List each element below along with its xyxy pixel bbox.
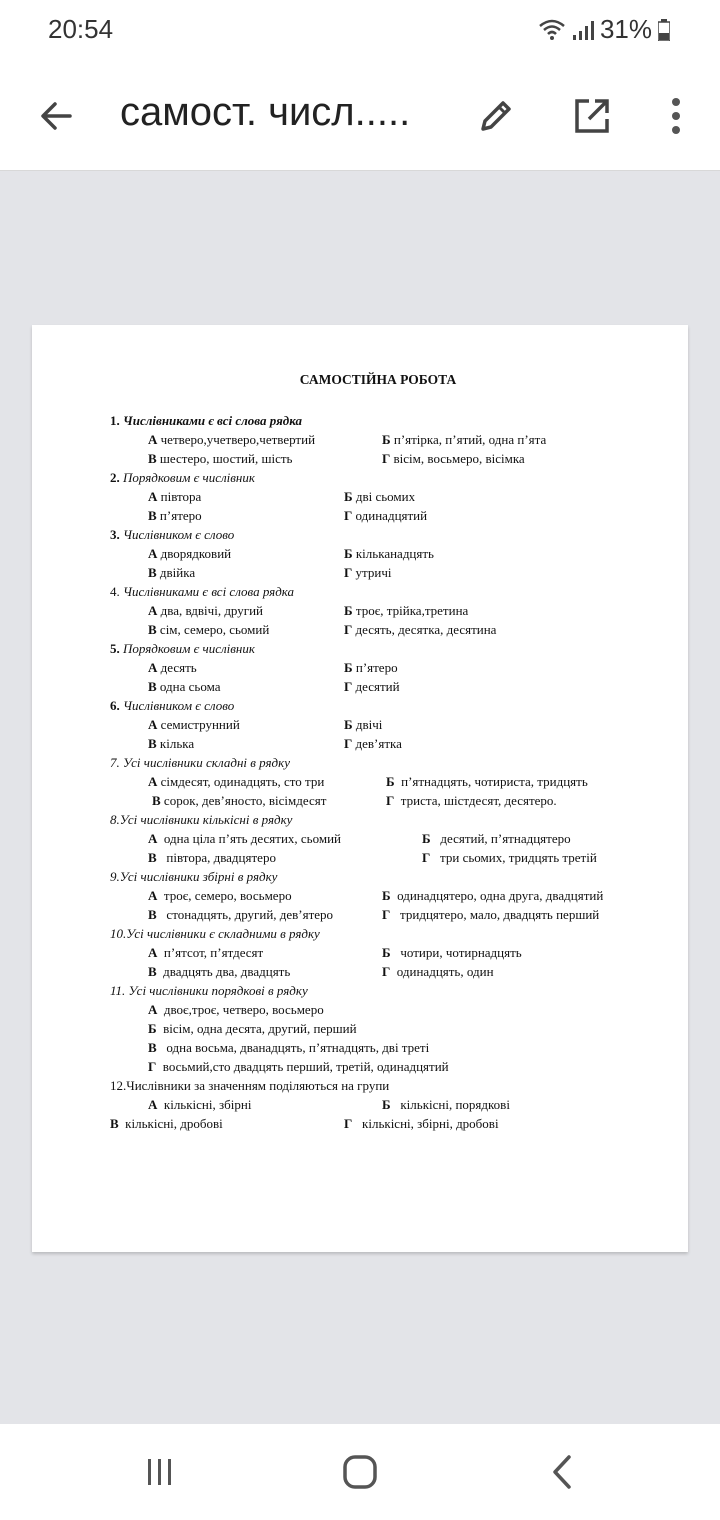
option-b: Б кількісні, порядкові	[382, 1097, 510, 1112]
option-g: Г вісім, восьмеро, вісімка	[382, 451, 525, 466]
option-a: А два, вдвічі, другий	[148, 603, 264, 618]
question-text: 12.Числівники за значенням поділяються на групи	[110, 1078, 390, 1093]
option-row	[110, 1038, 670, 1057]
option-v: В сім, семеро, сьомий	[148, 622, 270, 637]
option-row	[110, 734, 670, 753]
option-a: А сімдесят, одинадцять, сто три	[148, 774, 325, 789]
option-row	[110, 658, 670, 677]
question-number: 3.	[110, 527, 120, 542]
question-number: 5.	[110, 641, 120, 656]
question-text: 7. Усі числівники складні в рядку	[110, 755, 290, 770]
option-v: В кілька	[148, 736, 195, 751]
option-g: Г десятий	[344, 679, 400, 694]
option-v: В двійка	[148, 565, 196, 580]
recent-apps-button[interactable]	[138, 1452, 182, 1492]
status-bar	[0, 0, 720, 62]
option-a: А двоє,троє, четверо, восьмеро	[148, 1002, 324, 1017]
document-page	[32, 325, 688, 1252]
option-row	[110, 620, 670, 639]
option-g: Г дев’ятка	[344, 736, 402, 751]
option-row	[110, 848, 670, 867]
question-9	[110, 867, 670, 886]
question-number: 6.	[110, 698, 120, 713]
option-row	[110, 905, 670, 924]
document-content	[110, 369, 670, 1133]
option-row	[110, 715, 670, 734]
pencil-icon	[477, 97, 515, 135]
option-b: Б троє, трійка,третина	[344, 603, 469, 618]
option-v: В п’ятеро	[148, 508, 202, 523]
option-row	[110, 544, 670, 563]
question-5	[110, 639, 670, 658]
question-11	[110, 981, 670, 1000]
option-b: Б п’ятнадцять, чотириста, тридцять	[386, 774, 588, 789]
question-text: 10.Усі числівники є складними в рядку	[110, 926, 320, 941]
question-text: 8.Усі числівники кількісні в рядку	[110, 812, 293, 827]
option-row	[110, 962, 670, 981]
question-4	[110, 582, 670, 601]
option-v: В сорок, дев’яносто, вісімдесят	[152, 793, 327, 808]
question-12	[110, 1076, 670, 1095]
option-row	[110, 1095, 670, 1114]
option-b: Б дві сьомих	[344, 489, 416, 504]
option-row	[110, 772, 670, 791]
more-vert-icon	[671, 98, 681, 134]
option-row	[110, 1114, 670, 1133]
option-row	[110, 1000, 670, 1019]
open-in-new-icon	[573, 97, 611, 135]
option-row	[110, 886, 670, 905]
arrow-left-icon	[38, 98, 74, 134]
option-a: А четверо,учетверо,четвертий	[148, 432, 316, 447]
option-v: В одна сьома	[148, 679, 221, 694]
option-b: Б чотири, чотирнадцять	[382, 945, 522, 960]
battery-icon	[658, 19, 670, 41]
option-row	[110, 1057, 670, 1076]
option-b: Б двічі	[344, 717, 383, 732]
option-a: А дворядковий	[148, 546, 232, 561]
question-10	[110, 924, 670, 943]
option-g: Г восьмий,сто двадцять перший, третій, одинадцятий	[148, 1059, 449, 1074]
option-g: Г одинадцятий	[344, 508, 428, 523]
option-row	[110, 1019, 670, 1038]
option-g: Г три сьомих, тридцять третій	[422, 850, 597, 865]
option-row	[110, 829, 670, 848]
option-g: Г тридцятеро, мало, двадцять перший	[382, 907, 600, 922]
back-button[interactable]	[34, 94, 78, 138]
option-row	[110, 430, 670, 449]
option-b: Б п’ятірка, п’ятий, одна п’ята	[382, 432, 547, 447]
question-number: 2.	[110, 470, 120, 485]
question-text: Числівниками є всі слова рядка	[123, 584, 295, 599]
recent-apps-icon	[144, 1456, 176, 1488]
question-2	[110, 468, 670, 487]
more-options-button[interactable]	[656, 94, 696, 138]
question-3	[110, 525, 670, 544]
option-row	[110, 601, 670, 620]
document-title: самост. числ.....	[120, 90, 411, 134]
home-button[interactable]	[338, 1452, 382, 1492]
option-b: Б вісім, одна десята, другий, перший	[148, 1021, 357, 1036]
question-text: 9.Усі числівники збірні в рядку	[110, 869, 278, 884]
option-a: А півтора	[148, 489, 202, 504]
option-b: Б десятий, п’ятнадцятеро	[422, 831, 571, 846]
option-row	[110, 449, 670, 468]
option-b: Б п’ятеро	[344, 660, 398, 675]
nav-back-button[interactable]	[540, 1452, 584, 1492]
option-row	[110, 677, 670, 696]
worksheet-title: САМОСТІЙНА РОБОТА	[299, 372, 457, 387]
option-row	[110, 506, 670, 525]
status-icons	[538, 14, 670, 45]
option-g: Г одинадцять, один	[382, 964, 494, 979]
question-text: Числівником є слово	[123, 698, 235, 713]
question-8	[110, 810, 670, 829]
option-row	[110, 943, 670, 962]
option-a: А десять	[148, 660, 197, 675]
home-icon	[342, 1454, 378, 1490]
question-text: 11. Усі числівники порядкові в рядку	[110, 983, 308, 998]
question-number: 1.	[110, 413, 120, 428]
app-bar	[0, 62, 720, 171]
question-number: 4.	[110, 584, 120, 599]
system-nav-bar	[0, 1424, 720, 1520]
edit-button[interactable]	[474, 94, 518, 138]
option-v: В кількісні, дробові	[110, 1116, 223, 1131]
option-a: А кількісні, збірні	[148, 1097, 252, 1112]
question-text: Числівниками є всі слова рядка	[123, 413, 302, 428]
question-text: Порядковим є числівник	[123, 470, 255, 485]
chevron-left-icon	[550, 1454, 574, 1490]
battery-percent: 31%	[599, 14, 652, 44]
option-a: А троє, семеро, восьмеро	[148, 888, 292, 903]
option-v: В півтора, двадцятеро	[148, 850, 276, 865]
option-b: Б одинадцятеро, одна друга, двадцятий	[382, 888, 604, 903]
question-text: Числівником є слово	[123, 527, 235, 542]
option-a: А одна ціла п’ять десятих, сьомий	[148, 831, 341, 846]
option-v: В стонадцять, другий, дев’ятеро	[148, 907, 334, 922]
option-v: В шестеро, шостий, шість	[148, 451, 293, 466]
wifi-icon	[538, 18, 566, 42]
option-g: Г триста, шістдесят, десятеро.	[386, 793, 557, 808]
open-external-button[interactable]	[570, 94, 614, 138]
option-a: А семиструнний	[148, 717, 240, 732]
option-g: Г кількісні, збірні, дробові	[344, 1116, 499, 1131]
question-6	[110, 696, 670, 715]
option-row	[110, 487, 670, 506]
option-row	[110, 563, 670, 582]
signal-icon	[572, 19, 594, 41]
option-g: Г утричі	[344, 565, 392, 580]
option-v: В одна восьма, дванадцять, п’ятнадцять, дві треті	[148, 1040, 430, 1055]
option-b: Б кільканадцять	[344, 546, 434, 561]
status-time: 20:54	[48, 14, 114, 44]
option-row	[110, 791, 670, 810]
option-v: В двадцять два, двадцять	[148, 964, 291, 979]
option-a: А п’ятсот, п’ятдесят	[148, 945, 264, 960]
option-g: Г десять, десятка, десятина	[344, 622, 497, 637]
question-text: Порядковим є числівник	[123, 641, 255, 656]
question-1	[110, 411, 670, 430]
question-7	[110, 753, 670, 772]
